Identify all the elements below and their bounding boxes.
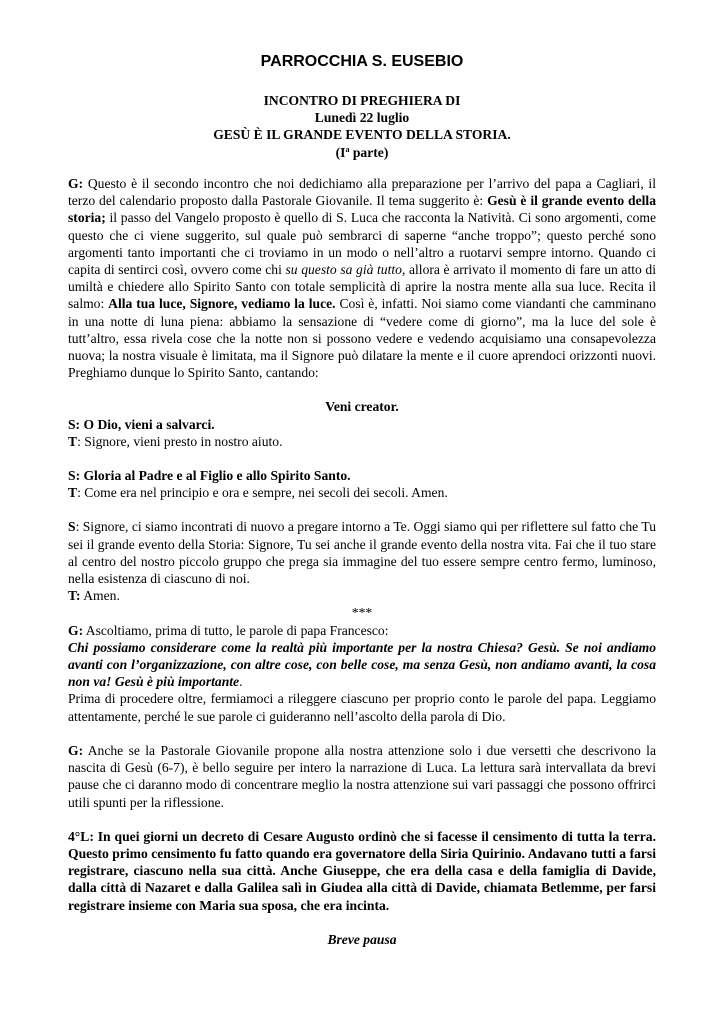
- pastorale-label: G:: [68, 742, 84, 758]
- hymn-title: Veni creator.: [325, 399, 399, 415]
- intro-text-1: Questo è il secondo incontro che noi dedichiamo alla preparazione per l’arrivo del papa a Cagliari, il terzo del calendario proposto dalla Pastorale Giovanile. Il tema suggerito è:: [68, 176, 656, 209]
- pastorale-text: Anche se la Pastorale Giovanile propone alla nostra attenzione solo i due versetti che descrivono la nascita di Gesù (6-7), è bello seguire per intero la narrazione di Luca. La lettura sarà intervallata da brevi pause che ci daranno modo di concentrare meglio la nostra attenzione sui vari passaggi che possono offrirci utili spunti per la riflessione.: [68, 742, 656, 810]
- intro-paragraph: [68, 175, 656, 381]
- prayer-paragraph: [68, 518, 656, 587]
- versicle-2-s-text: : Gloria al Padre e al Figlio e allo Spirito Santo.: [75, 468, 351, 484]
- francesco-intro: [68, 622, 656, 639]
- versicle-2-s: [68, 467, 656, 484]
- intro-speaker: G:: [68, 176, 84, 191]
- versicle-2-s-label: S: [68, 468, 76, 484]
- prayer-t-text: Amen.: [80, 588, 120, 604]
- versicle-2-t-text: : Come era nel principio e ora e sempre, nei secoli dei secoli. Amen.: [77, 485, 448, 501]
- section-separator: ***: [351, 605, 373, 621]
- versicle-1-t-label: T: [68, 433, 78, 449]
- parish-title: PARROCCHIA S. EUSEBIO: [260, 53, 464, 70]
- prayer-s-label: S: [68, 519, 76, 535]
- francesco-quote-paragraph: [68, 639, 656, 691]
- prayer-response: [68, 587, 656, 604]
- prayer-s-text: : Signore, ci siamo incontrati di nuovo a pregare intorno a Te. Oggi siamo qui per riflettere sul fatto che Tu sei il grande evento della Storia: Signore, Tu sei anche il grande evento della nostra vita. Fai che il tuo stare al centro del nostro piccolo gruppo che prega sia immagine del tuo essere sempre centro fermo, luminoso, nella esistenza di ciascuno di noi.: [68, 519, 656, 587]
- reading-text: : In quei giorni un decreto di Cesare Augusto ordinò che si facesse il censimento di tutta la terra. Questo primo censimento fu fatto quando era governatore della Siria Quirinio. Andavano tutti a farsi registrare, ciascuno nella sua città. Anche Giuseppe, che era della casa e della famiglia di Davide, dalla città di Nazaret e dalla Galilea salì in Giudea alla città di Davide, chiamata Betlemme, per farsi registrare insieme con Maria sua sposa, che era incinta.: [68, 828, 656, 913]
- header-line-3: GESÙ È IL GRANDE EVENTO DELLA STORIA.: [213, 127, 511, 143]
- intro-bold-2: Alla tua luce, Signore, vediamo la luce.: [108, 296, 336, 312]
- pastorale-paragraph: [68, 742, 656, 811]
- versicle-1-t: [68, 433, 656, 450]
- intro-bold-1: Gesù è il grande evento della storia;: [68, 193, 656, 226]
- francesco-after: Prima di procedere oltre, fermiamoci a rileggere ciascuno per proprio conto le parole del papa. Leggiamo attentamente, perché le sue parole ci guideranno nell’ascolto della parola di Dio.: [68, 691, 656, 724]
- intro-text-2: il passo del Vangelo proposto è quello di S. Luca che racconta la Natività. Ci sono argomenti, come questo che ci viene suggerito, sul quale può sembrarci di saperne “anche troppo”; questo perché sono argomenti tanto importanti che ci troviamo in un modo o nell’altro a ruotarvi sempre intorno. Quando ci capita di sentirci così, ovvero come chi: [68, 210, 656, 278]
- intro-text-4: Così è, infatti. Noi siamo come viandanti che camminano in una notte di luna piena: abbiamo la sensazione di “vedere come di giorno”, ma la luce del sole è tutt’altro, essa rivela cose che la notte non si possono vedere e vedendo acquisiamo una consapevolezza nuova; la nostra visuale è limitata, ma il Signore può dilatare la mente e il cuore aprendoci orizzonti nuovi. Preghiamo dunque lo Spirito Santo, cantando:: [68, 296, 657, 381]
- prayer-t-label: T:: [68, 588, 81, 604]
- header-line-1: INCONTRO DI PREGHIERA DI: [263, 93, 461, 108]
- versicle-1-s: [68, 416, 656, 433]
- versicle-2-t: [68, 484, 656, 501]
- intro-text-3: , allora è arrivato il momento di fare un atto di umiltà e chiedere allo Spirito Santo con totale semplicità di aprire la nostra mente alla sua luce. Recita il salmo:: [68, 262, 656, 312]
- part-suffix: parte): [349, 144, 389, 160]
- reading-paragraph: [68, 828, 656, 914]
- francesco-quote: Chi possiamo considerare come la realtà più importante per la nostra Chiesa? Gesù. Se noi andiamo avanti con l’organizzazione, con altre cose, con belle cose, ma senza Gesù, non andiamo avanti, la cosa non va! Gesù è più importante: [68, 639, 656, 690]
- francesco-label: G:: [68, 622, 84, 638]
- part-prefix: (I: [335, 144, 346, 160]
- header-line-4: [0, 144, 724, 161]
- header-line-2: Lunedì 22 luglio: [314, 110, 410, 126]
- versicle-1-s-text: O Dio, vieni a salvarci.: [80, 416, 215, 432]
- reading-label: 4°L: [68, 828, 90, 844]
- versicle-1-t-text: : Signore, vieni presto in nostro aiuto.: [77, 433, 283, 449]
- meeting-header: [0, 92, 724, 161]
- pause-note: Breve pausa: [327, 931, 397, 947]
- versicle-1-s-label: S:: [68, 416, 81, 432]
- francesco-text: Ascoltiamo, prima di tutto, le parole di papa Francesco:: [83, 622, 389, 638]
- part-superscript: a: [345, 144, 350, 154]
- document-body: [68, 175, 656, 948]
- versicle-2-t-label: T: [68, 485, 78, 501]
- francesco-quote-end: .: [239, 674, 243, 690]
- intro-italic-1: su questo sa già tutto: [285, 262, 402, 278]
